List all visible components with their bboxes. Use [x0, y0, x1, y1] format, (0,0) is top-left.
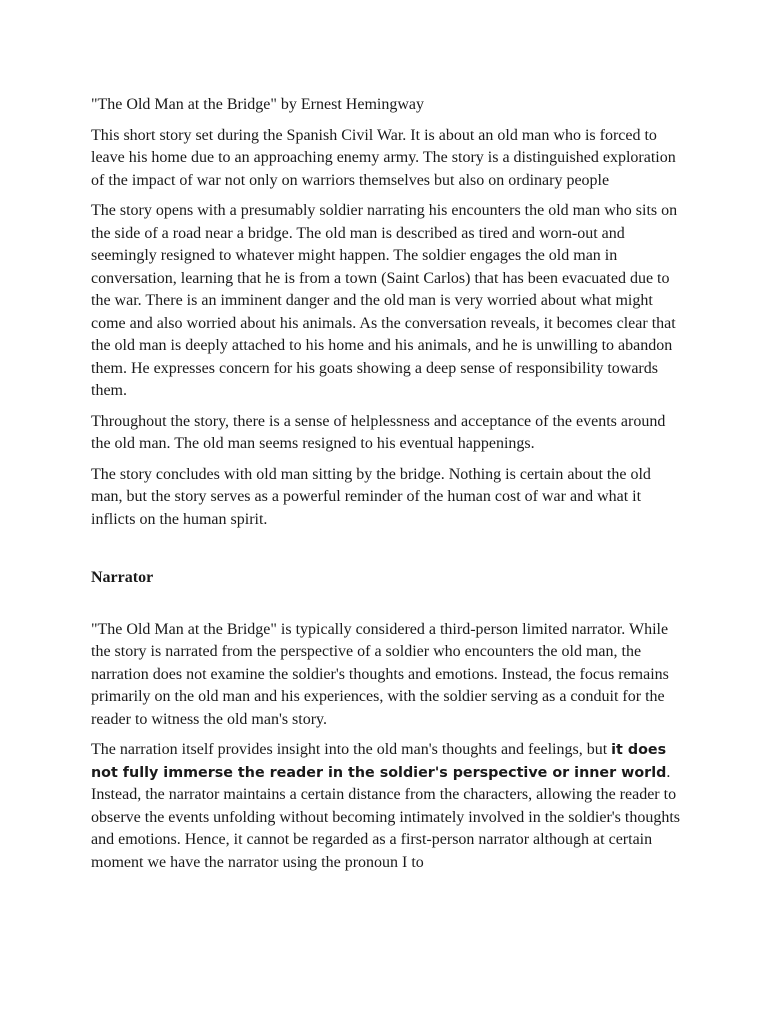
summary-paragraph-1: This short story set during the Spanish Civil War. It is about an old man who is forced to leave his home due to an approaching enemy army. The story is a distinguished exploration of the impact of war not only on warriors themselves but also on ordinary people	[91, 126, 676, 189]
narrator-paragraph-2	[91, 739, 683, 874]
narrator-paragraph-1: "The Old Man at the Bridge" is typically considered a third-person limited narrator. While the story is narrated from the perspective of a soldier who encounters the old man, the narration does not examine the soldier's thoughts and emotions. Instead, the focus remains primarily on the old man and his experiences, with the soldier serving as a conduit for the reader to witness the old man's story.	[91, 620, 669, 728]
narrator-paragraph-2-lead: The narration itself provides insight into the old man's thoughts and feelings, but	[91, 741, 612, 758]
section-heading-narrator: Narrator	[91, 569, 154, 586]
document-body	[91, 94, 683, 882]
summary-paragraph-3: Throughout the story, there is a sense of helplessness and acceptance of the events around the old man. The old man seems resigned to his eventual happenings.	[91, 412, 666, 452]
summary-paragraph-2: The story opens with a presumably soldier narrating his encounters the old man who sits on the side of a road near a bridge. The old man is described as tired and worn-out and seemingly resigned to whatever might happen. The soldier engages the old man in conversation, learning that he is from a town (Saint Carlos) that has been evacuated due to the war. There is an imminent danger and the old man is very worried about what might come and also worried about his animals. As the conversation reveals, it becomes clear that the old man is deeply attached to his home and his animals, and he is unwilling to abandon them. He expresses concern for his goats showing a deep sense of responsibility towards them.	[91, 202, 678, 399]
document-title: "The Old Man at the Bridge" by Ernest Hemingway	[91, 96, 424, 113]
narrator-paragraph-2-emphasis: it does not fully immerse the reader in the soldier's perspective or inner world	[91, 742, 667, 781]
narrator-paragraph-2-rest: . Instead, the narrator maintains a certain distance from the characters, allowing the reader to observe the events unfolding without becoming intimately involved in the soldier's thoughts and emotions. Hence, it cannot be regarded as a first-person narrator although at certain moment we have the narrator using the pronoun I to	[91, 763, 681, 871]
summary-paragraph-4: The story concludes with old man sitting by the bridge. Nothing is certain about the old man, but the story serves as a powerful reminder of the human cost of war and what it inflicts on the human spirit.	[91, 465, 651, 528]
